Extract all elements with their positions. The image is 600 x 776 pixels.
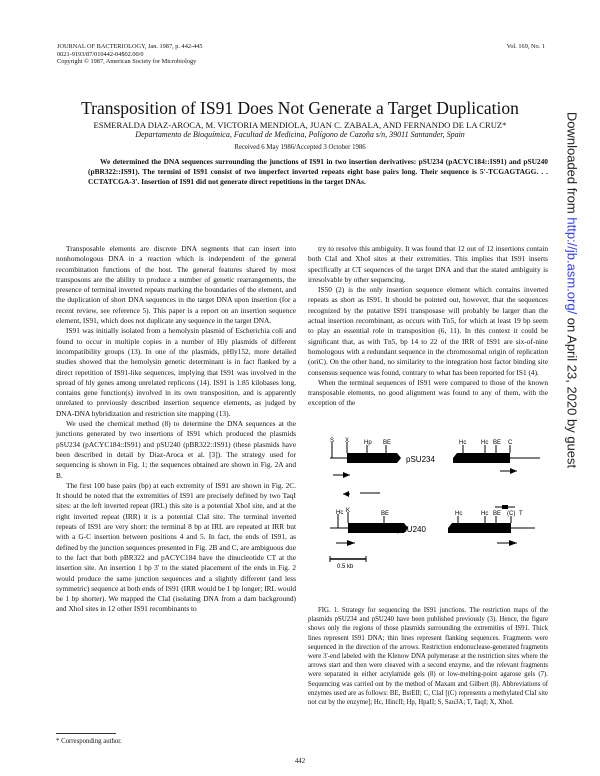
copyright: Copyright © 1987, American Society for Microbiology bbox=[57, 58, 197, 66]
footnote: * Corresponding author. bbox=[56, 738, 122, 745]
figure-caption: FIG. 1. Strategy for sequencing the IS91 junctions. The restriction maps of the plasmids pSU234 and pSU240 have been published previously (3). Hence, the figure shows only the regions of those plasmids surrounding the extremities of IS91. Thick lines represent IS91 DNA; thin lines represent flanking sequences. Fragments were sequenced in the direction of the arrows. Restriction endonuclease-generated fragments were 3'-end labeled with the Klenow DNA polymerase at the restriction sites where the arrows start and then were cleaved with a second enzyme, and the relevant fragments were separated in either acrylamide gels (8) or low-melting-point agarose gels (7). Sequencing was carried out by the method of Maxam and Gilbert (8). Abbreviations of enzymes used are as follows: BE, BstEII; C, ClaI [(C) represents a methylated ClaI site not cut by the enzyme]; Hc, HincII; Hp, HpaII; S, Sau3A; T, TaqI; X, XhoI. bbox=[308, 607, 548, 707]
psu234-map bbox=[330, 438, 540, 478]
site-label: X bbox=[345, 438, 350, 444]
paragraph: Transposable elements are discrete DNA segments that can insert into nonhomologous DNA in a reaction which is independent of the general recombination functions of the host. The general features shared by most transposons are the ability to produce a number of genetic rearrangements, the presence of terminal inverted repeats marking the boundaries of the element, and the duplication of short DNA sequences in the target DNA upon insertion (for a recent review, see reference 5). This paper is a report on an insertion sequence element, IS91, which does not duplicate any sequence in the target DNA. bbox=[56, 244, 296, 326]
journal-link[interactable]: http://jb.asm.org/ bbox=[564, 217, 580, 315]
site-label: (C) bbox=[507, 511, 516, 517]
paragraph: The first 100 base pairs (bp) at each extremity of IS91 are shown in Fig. 2C. It should be noted that the extremities of IS91 are precisely defined by two TaqI sites: at the left inverted repeat (IRL) this site is a potential XhoI site, and at the right inverted repeat (IRR) it is a potential ClaI site. The terminal inverted repeats of IS91 are very short: the terminal 8 bp at IRL are repeated at IRR but with a G-C insertion between positions 4 and 5. In fact, the ends of IS91, as defined by the junction sequences presented in Fig. 2B and C, are ambiguous due to the fact that both pBR322 and pACYC184 have the dinucleotide CT at the insertion site. An insertion 1 bp 3' to the stated placement of the ends in Fig. 2 would produce the same junction sequences and a slightly different (and less symmetric) sequence at both ends of IS91 (IRR would be 1 bp longer; IRL would be 1 bp shorter). We mapped the ClaI (isolating DNA from a dam background) and XhoI sites in 12 other IS91 recombinants to bbox=[56, 480, 296, 614]
page-number: 442 bbox=[294, 758, 306, 765]
download-note bbox=[565, 112, 580, 468]
site-label: BE bbox=[383, 440, 392, 446]
figure-1-restriction-maps bbox=[305, 436, 550, 606]
paragraph: IS50 (2) is the only insertion sequence element which contains inverted repeats as short as IS91. It should be pointed out, however, that the sequences recognized by the putative IS91 transposase will probably be larger than the actual insertion recombinant, as occurs with Tn5, for which at least 19 bp seem to play an essential role in transposition (6, 11). In this context it could be significant that, as with Tn5, bp 14 to 22 of the IRR of IS91 are six-of-nine homologous with a redundant sequence in the chromosomal origin of replication (oriC). On the other hand, no similarity to the integration host factor binding site consensus sequence was found, contrary to what has been reported for IS1 (4). bbox=[308, 285, 548, 377]
arrow-icon bbox=[347, 540, 355, 546]
paragraph: IS91 was initially isolated from a hemolysin plasmid of Escherichia coli and found to occur in multiple copies in a number of Hly plasmids of different incompatibility groups (13). In one of the plasmids, pHly152, more detailed studies showed that the hemolysin genetic determinant is in fact flanked by a direct repetition of IS91-like sequences, implying that IS91 was involved in the spread of hly genes among unrelated replicons (14). IS91 is 1.85 kilobases long, contains gene function(s) involved in its own transposition, and is apparently unrelated to previously described insertion sequence elements, as judged by DNA-DNA hybridization and restriction site mapping (13). bbox=[56, 326, 296, 418]
footnote-rule bbox=[56, 733, 116, 734]
site-label: S bbox=[330, 438, 335, 444]
paragraph: We used the chemical method (8) to determine the DNA sequences at the junctions generated by two insertions of IS91 which produced the plasmids pSU234 (pACYC184::IS91) and pSU240 (pBR322::IS91) (these plasmids have been described in detail by Diaz-Aroca et al. [3]). The strategy used for sequencing is shown in Fig. 1; the sequences obtained are shown in Fig. 2A and B. bbox=[56, 419, 296, 480]
arrow-icon bbox=[510, 468, 517, 474]
received-date: Received 6 May 1986/Accepted 3 October 1986 bbox=[234, 144, 366, 151]
site-label: BE bbox=[493, 440, 502, 446]
site-label: Hc bbox=[455, 511, 463, 517]
site-label: C bbox=[508, 440, 513, 446]
plasmid-label: pSU240 bbox=[397, 525, 426, 534]
site-label: Hc bbox=[481, 440, 489, 446]
download-prefix: Downloaded from bbox=[564, 111, 580, 218]
arrow-icon bbox=[343, 472, 350, 478]
journal-citation: JOURNAL OF BACTERIOLOGY, Jan. 1987, p. 442-445 bbox=[57, 43, 203, 50]
scale-bar bbox=[330, 556, 366, 570]
abstract: We determined the DNA sequences surrounding the junctions of IS91 in two insertion derivatives: pSU234 (pACYC184::IS91) and pSU240 (pBR322::IS91). The termini of IS91 consist of two imperfect inverted repeats eight base pairs long. Their sequence is 5'-TCGAGTAGG. . . CCTATCGA-3'. Insertion of IS91 did not generate direct repetitions in the target DNAs. bbox=[88, 157, 548, 187]
arrow-icon bbox=[509, 540, 517, 546]
paper-title: Transposition of IS91 Does Not Generate a Target Duplication bbox=[81, 98, 519, 118]
left-column bbox=[56, 244, 296, 615]
arrow-icon bbox=[343, 491, 349, 497]
download-suffix: on April 23, 2020 by guest bbox=[564, 314, 580, 469]
site-label: Hc bbox=[336, 510, 344, 516]
site-label: Hp bbox=[364, 440, 372, 446]
authors: ESMERALDA DIAZ-AROCA, M. VICTORIA MENDIOLA, JUAN C. ZABALA, AND FERNANDO DE LA CRUZ* bbox=[93, 120, 507, 130]
scale-label: 0.5 kb bbox=[337, 564, 354, 570]
volume: Vol. 169, No. 1 bbox=[506, 43, 545, 50]
site-label: BE bbox=[493, 511, 502, 517]
right-column bbox=[308, 244, 548, 409]
site-label: Hc bbox=[481, 511, 489, 517]
journal-code: 0021-9193/87/010442-04$02.00/0 bbox=[57, 50, 144, 58]
paragraph: try to resolve this ambiguity. It was found that 12 out of 12 insertions contain both ClaI and XhoI sites at their extremities. This implies that IS91 inserts specifically at CT sequences of the target DNA and that the stated ambiguity is irresolvable by other sequencing. bbox=[308, 244, 548, 284]
site-label: Hc bbox=[459, 440, 467, 446]
site-label: BE bbox=[381, 511, 390, 517]
site-label: T bbox=[519, 511, 523, 517]
plasmid-label: pSU234 bbox=[406, 455, 435, 464]
site-label: K bbox=[346, 508, 351, 514]
psu240-map bbox=[330, 491, 535, 546]
paragraph: When the terminal sequences of IS91 were compared to those of the known transposable elements, no good alignment was found to any of them, with the exception of the bbox=[308, 377, 548, 408]
journal-header bbox=[57, 43, 203, 66]
affiliation: Departamento de Bioquímica, Facultad de Medicina, Polígono de Cazoña s/n, 39011 Santander, Spain bbox=[135, 130, 465, 139]
